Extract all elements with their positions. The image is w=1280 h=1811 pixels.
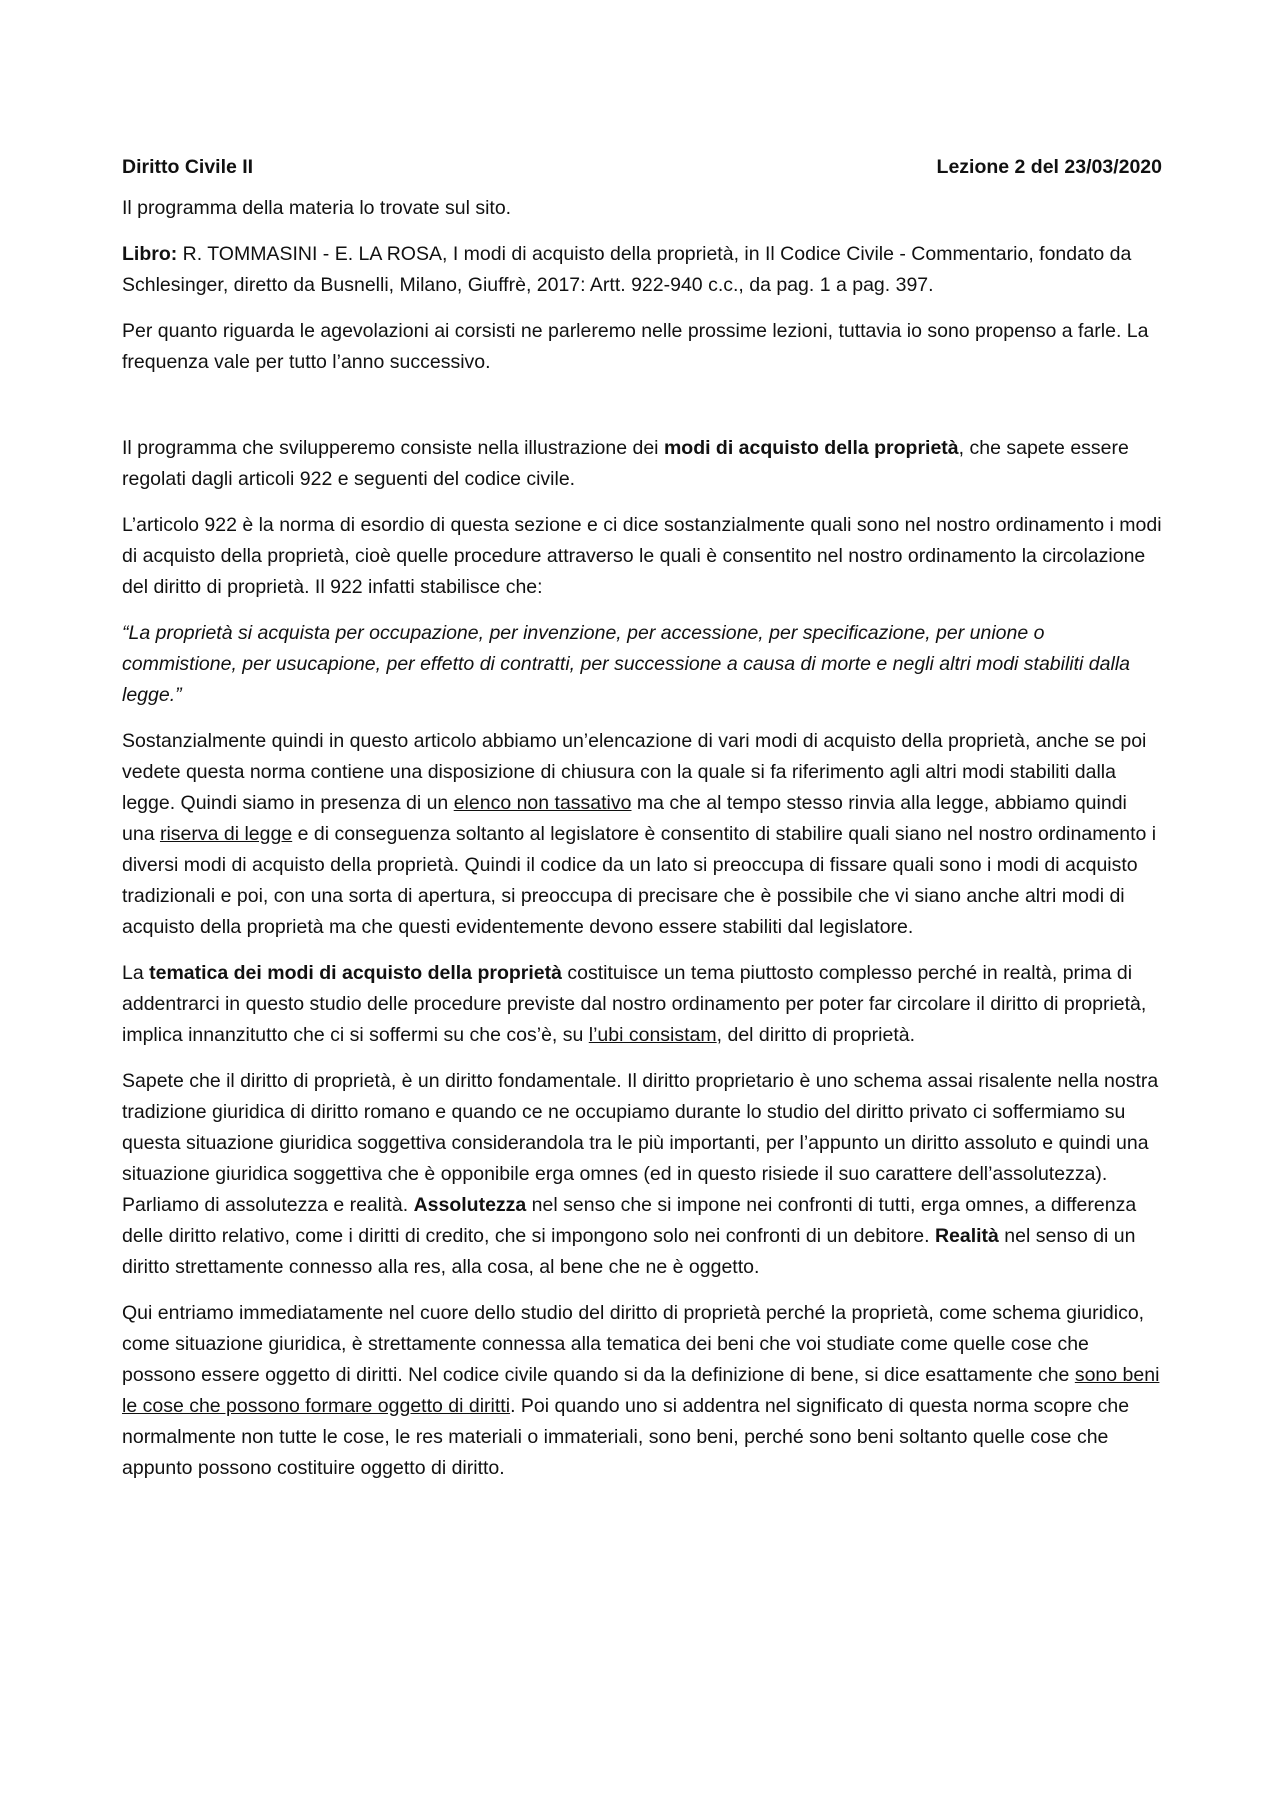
text-run: nel senso che si impone nei confronti di tutti, erga omnes, a differenza delle diritto relativo, come i diritti di credito, che si impongono solo nei confronti di un debitore. — [122, 1194, 1137, 1247]
text-run: . Poi quando uno si addentra nel significato di questa norma scopre che normalmente non tutte le cose, le res materiali o immateriali, sono beni, perché sono beni soltanto quelle cose che appunto possono costituire oggetto di diritto. — [122, 1395, 1130, 1479]
text-run: , che sapete essere regolati dagli articoli 922 e seguenti del codice civile. — [122, 437, 1129, 490]
paragraph-diritto-fondamentale — [122, 1066, 1162, 1283]
text-run: ma che al tempo stesso rinvia alla legge, abbiamo quindi una — [122, 792, 1127, 845]
bold-run: tematica dei modi di acquisto della proprietà — [149, 962, 562, 984]
document-header — [122, 152, 1162, 183]
text-run: Sapete che il diritto di proprietà, è un diritto fondamentale. Il diritto proprietario è uno schema assai risalente nella nostra tradizione giuridica di diritto romano e quando ce ne occupiamo durante lo studio del diritto privato ci soffermiamo su questa situazione giuridica soggettiva considerandola tra le più importanti, per l’appunto un diritto assoluto e quindi una situazione giuridica soggettiva che è opponibile erga omnes (ed in questo risiede il suo carattere dell’assolutezza). Parliamo di assolutezza e realità. — [122, 1070, 1159, 1216]
text-run: La — [122, 962, 150, 984]
paragraph-beni — [122, 1298, 1162, 1484]
text-run: , del diritto di proprietà. — [716, 1024, 916, 1046]
document-page — [122, 152, 1162, 1499]
paragraph-tematica — [122, 958, 1162, 1051]
quote-articolo-922: “La proprietà si acquista per occupazione, per invenzione, per accessione, per specificazione, per unione o commistione, per usucapione, per effetto di contratti, per successione a causa di morte e negli altri modi stabiliti dalla legge.” — [122, 622, 1131, 706]
libro-label: Libro: — [122, 243, 178, 265]
text-run: Qui entriamo immediatamente nel cuore dello studio del diritto di proprietà perché la proprietà, come schema giuridico, come situazione giuridica, è strettamente connessa alla tematica dei beni che voi studiate come quelle cose che possono essere oggetto di diritti. Nel codice civile quando si da la definizione di bene, si dice esattamente che — [122, 1302, 1145, 1386]
paragraph-elencazione — [122, 726, 1162, 943]
bold-run: Realità — [934, 1225, 999, 1247]
bold-run: Assolutezza — [413, 1194, 527, 1216]
bold-run: modi di acquisto della proprietà — [663, 437, 959, 459]
text-run: nel senso di un diritto strettamente connesso alla res, alla cosa, al bene che ne è oggetto. — [122, 1225, 1136, 1278]
underlined-run: sono beni le cose che possono formare oggetto di diritti — [122, 1364, 1160, 1417]
underlined-run: l’ubi consistam — [588, 1024, 717, 1046]
text-run: Sostanzialmente quindi in questo articolo abbiamo un’elencazione di vari modi di acquisto della proprietà, anche se poi vedete questa norma contiene una disposizione di chiusura con la quale si fa riferimento agli altri modi stabiliti dalla legge. Quindi siamo in presenza di un — [122, 730, 1147, 814]
paragraph-programma-sviluppo — [122, 433, 1162, 495]
underlined-run: elenco non tassativo — [453, 792, 632, 814]
text-run: e di conseguenza soltanto al legislatore è consentito di stabilire quali siano nel nostro ordinamento i diversi modi di acquisto della proprietà. Quindi il codice da un lato si preoccupa di fissare quali sono i modi di acquisto tradizionali e poi, con una sorta di apertura, si preoccupa di precisare che è possibile che vi siano anche altri modi di acquisto della proprietà ma che questi evidentemente devono essere stabiliti dal legislatore. — [122, 823, 1157, 938]
spacer — [122, 393, 1162, 433]
underlined-run: riserva di legge — [159, 823, 293, 845]
libro-paragraph — [122, 239, 1162, 301]
text-run: costituisce un tema piuttosto complesso perché in realtà, prima di addentrarci in questo studio delle procedure previste dal nostro ordinamento per poter far circolare il diritto di proprietà, implica innanzitutto che ci si soffermi su che cos’è, su — [122, 962, 1147, 1046]
agevolazioni-paragraph: Per quanto riguarda le agevolazioni ai corsisti ne parleremo nelle prossime lezioni, tuttavia io sono propenso a farle. La frequenza vale per tutto l’anno successivo. — [122, 320, 1149, 373]
programma-paragraph: Il programma della materia lo trovate sul sito. — [122, 197, 512, 219]
libro-text: R. TOMMASINI - E. LA ROSA, I modi di acquisto della proprietà, in Il Codice Civile - Commentario, fondato da Schlesinger, diretto da Busnelli, Milano, Giuffrè, 2017: Artt. 922-940 c.c., da pag. 1 a pag. 397. — [122, 243, 1132, 296]
lesson-info: Lezione 2 del 23/03/2020 — [936, 156, 1162, 178]
paragraph-articolo-922: L’articolo 922 è la norma di esordio di questa sezione e ci dice sostanzialmente quali sono nel nostro ordinamento i modi di acquisto della proprietà, cioè quelle procedure attraverso le quali è consentito nel nostro ordinamento la circolazione del diritto di proprietà. Il 922 infatti stabilisce che: — [122, 514, 1162, 598]
text-run: Il programma che svilupperemo consiste nella illustrazione dei — [122, 437, 664, 459]
course-title: Diritto Civile II — [122, 156, 254, 178]
